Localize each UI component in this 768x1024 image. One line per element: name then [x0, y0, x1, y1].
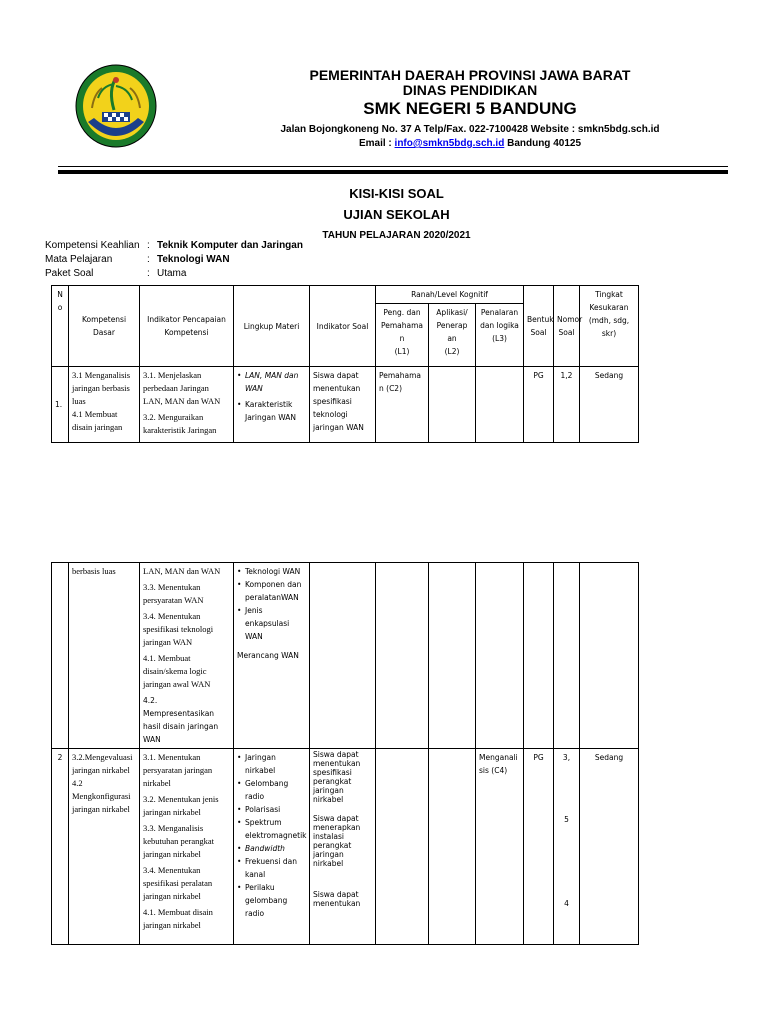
- table-row: [52, 367, 639, 443]
- row-l3: [476, 367, 524, 443]
- row-lingkup: [234, 749, 310, 945]
- info-row: [45, 253, 303, 267]
- lingkup-item: • Jaringan nirkabel: [237, 751, 306, 777]
- row-indikator-soal: [310, 563, 376, 749]
- indikator-item: 3.2. Menguraikan karakteristik Jaringan: [143, 412, 217, 435]
- row-tingkat: [580, 563, 639, 749]
- lingkup-item: • Komponen dan peralatanWAN: [237, 578, 306, 604]
- department-name: DINAS PENDIDIKAN: [402, 82, 538, 98]
- header-l1-code: (L1): [394, 347, 410, 356]
- header-tingkat: Tingkat Kesukaran (mdh, sdg, skr): [580, 286, 639, 367]
- indikator-item: 3.2. Menentukan jenis jaringan nirkabel: [143, 794, 219, 817]
- info-value: Teknologi WAN: [157, 254, 230, 265]
- table-header-row: [52, 286, 639, 304]
- row-kd: [69, 749, 140, 945]
- row-indikator-soal: [310, 749, 376, 945]
- header-kd: Kompetensi Dasar: [69, 286, 140, 367]
- row-l1: Pemahama n (C2): [376, 367, 429, 443]
- header-l2-code: (L2): [444, 347, 460, 356]
- letterhead-rule-thin: [58, 166, 728, 167]
- header-nomor: Nomor Soal: [554, 286, 580, 367]
- lingkup-extra: Merancang WAN: [237, 651, 299, 660]
- row-l3: Menganali sis (C4): [476, 749, 524, 945]
- header-l3: [476, 304, 524, 367]
- header-l3-code: (L3): [492, 334, 507, 343]
- row-no: [52, 563, 69, 749]
- row-indikator: [140, 563, 234, 749]
- lingkup-item: • LAN, MAN dan WAN: [237, 369, 306, 395]
- info-colon: :: [147, 268, 150, 279]
- table-row: [52, 749, 639, 945]
- kisi-table-page-2: [51, 562, 639, 945]
- email-line: [170, 137, 768, 151]
- letterhead: [170, 68, 768, 151]
- lingkup-item: • Bandwidth: [237, 842, 306, 855]
- row-bentuk: [524, 563, 554, 749]
- row-lingkup: [234, 367, 310, 443]
- row-nomor: 1,2: [554, 367, 580, 443]
- header-indikator-soal: Indikator Soal: [310, 286, 376, 367]
- table-row-continuation: [52, 563, 639, 749]
- header-indikator-pencapaian: Indikator Pencapaian Kompetensi: [140, 286, 234, 367]
- row-nomor: [554, 749, 580, 945]
- header-l1: [376, 304, 429, 367]
- email-link[interactable]: info@smkn5bdg.sch.id: [394, 138, 505, 149]
- indikator-item: 4.1. Membuat disain/skema logic jaringan awal WAN: [143, 653, 211, 689]
- row-bentuk: PG: [524, 367, 554, 443]
- kd-item: 3.1 Menganalisis jaringan berbasis luas: [72, 370, 131, 406]
- info-row: [45, 239, 303, 253]
- lingkup-item: • Spektrum elektromagnetik: [237, 816, 306, 842]
- email-suffix: Bandung 40125: [504, 138, 582, 149]
- kisi-table-page-1: [51, 285, 639, 443]
- info-label: Mata Pelajaran: [45, 254, 113, 265]
- row-indikator: [140, 749, 234, 945]
- indikator-item: 3.1. Menjelaskan perbedaan Jaringan LAN, MAN dan WAN: [143, 370, 221, 406]
- title-line-1: KISI-KISI SOAL: [349, 186, 444, 201]
- row-indikator-soal: Siswa dapat menentukan spesifikasi teknologi jaringan WAN: [310, 367, 376, 443]
- email-prefix: Email :: [358, 138, 395, 149]
- info-value: Utama: [157, 268, 187, 279]
- title-line-2: UJIAN SEKOLAH: [343, 207, 450, 222]
- info-label: Paket Soal: [45, 268, 94, 279]
- indikator-item: 3.3. Menganalisis kebutuhan perangkat jaringan nirkabel: [143, 823, 215, 859]
- document-info: [45, 239, 303, 281]
- row-kd: berbasis luas: [69, 563, 140, 749]
- school-address: Jalan Bojongkoneng No. 37 A Telp/Fax. 022-7100428 Website : smkn5bdg.sch.id: [280, 124, 660, 135]
- indikator-soal-item: Siswa dapat menentukan spesifikasi perangkat jaringan nirkabel: [313, 750, 361, 804]
- lingkup-item: • Perilaku gelombang radio: [237, 881, 306, 920]
- document-title: [0, 185, 768, 243]
- row-tingkat: Sedang: [580, 367, 639, 443]
- row-nomor: [554, 563, 580, 749]
- info-value: Teknik Komputer dan Jaringan: [157, 240, 303, 251]
- header-ranah: Ranah/Level Kognitif: [376, 286, 524, 304]
- header-l2: [429, 304, 476, 367]
- info-colon: :: [147, 240, 150, 251]
- row-no: 2: [52, 749, 69, 945]
- indikator-item: 3.3. Menentukan persyaratan WAN: [143, 582, 204, 605]
- row-lingkup: [234, 563, 310, 749]
- indikator-soal-item: Siswa dapat menentukan: [313, 890, 361, 908]
- indikator-item: 4.2. Mempresentasikan hasil disain jaringan WAN: [143, 696, 219, 744]
- title-line-3: TAHUN PELAJARAN 2020/2021: [322, 230, 471, 241]
- header-bentuk: Bentuk Soal: [524, 286, 554, 367]
- government-name: PEMERINTAH DAERAH PROVINSI JAWA BARAT: [309, 67, 631, 83]
- header-l1-label: Peng. dan Pemahama n: [380, 308, 424, 343]
- row-l2: [429, 563, 476, 749]
- lingkup-item: • Polarisasi: [237, 803, 306, 816]
- info-label: Kompetensi Keahlian: [45, 240, 140, 251]
- indikator-soal-item: Siswa dapat menerapkan instalasi perangkat jaringan nirkabel: [313, 814, 361, 868]
- indikator-item: 3.4. Menentukan spesifikasi peralatan jaringan nirkabel: [143, 865, 213, 901]
- kd-item: 4.1 Membuat disain jaringan: [72, 409, 123, 432]
- nomor-item: 4: [564, 899, 569, 908]
- lingkup-item: • Jenis enkapsulasi WAN: [237, 604, 306, 643]
- nomor-item: 3,: [562, 753, 571, 762]
- row-l1: [376, 749, 429, 945]
- row-kd: [69, 367, 140, 443]
- lingkup-item: • Karakteristik Jaringan WAN: [237, 398, 306, 424]
- header-l2-label: Aplikasi/ Penerap an: [436, 308, 468, 343]
- indikator-item: 3.1. Menentukan persyaratan jaringan nirkabel: [143, 752, 213, 788]
- info-row: [45, 267, 303, 281]
- row-bentuk: PG: [524, 749, 554, 945]
- info-colon: :: [147, 254, 150, 265]
- letterhead-rule-thick: [58, 170, 728, 174]
- row-tingkat: Sedang: [580, 749, 639, 945]
- header-l3-label: Penalaran dan logika: [480, 308, 519, 330]
- lingkup-item: • Gelombang radio: [237, 777, 306, 803]
- header-no: N o: [52, 286, 69, 367]
- row-l1: [376, 563, 429, 749]
- row-l3: [476, 563, 524, 749]
- row-l2: [429, 367, 476, 443]
- nomor-item: 5: [564, 815, 569, 824]
- row-l2: [429, 749, 476, 945]
- kd-item: 4.2 Mengkonfigurasi jaringan nirkabel: [72, 778, 131, 814]
- lingkup-item: • Frekuensi dan kanal: [237, 855, 306, 881]
- header-lingkup: Lingkup Materi: [234, 286, 310, 367]
- indikator-item: 4.1. Membuat disain jaringan nirkabel: [143, 907, 213, 930]
- west-java-province-emblem-icon: [74, 64, 158, 148]
- lingkup-item: • Teknologi WAN: [237, 565, 306, 578]
- kd-item: 3.2.Mengevaluasi jaringan nirkabel: [72, 752, 133, 775]
- row-indikator: [140, 367, 234, 443]
- indikator-item: 3.4. Menentukan spesifikasi teknologi jaringan WAN: [143, 611, 214, 647]
- school-name: SMK NEGERI 5 BANDUNG: [363, 99, 577, 118]
- indikator-item: LAN, MAN dan WAN: [143, 566, 221, 576]
- row-no: 1.: [52, 367, 69, 443]
